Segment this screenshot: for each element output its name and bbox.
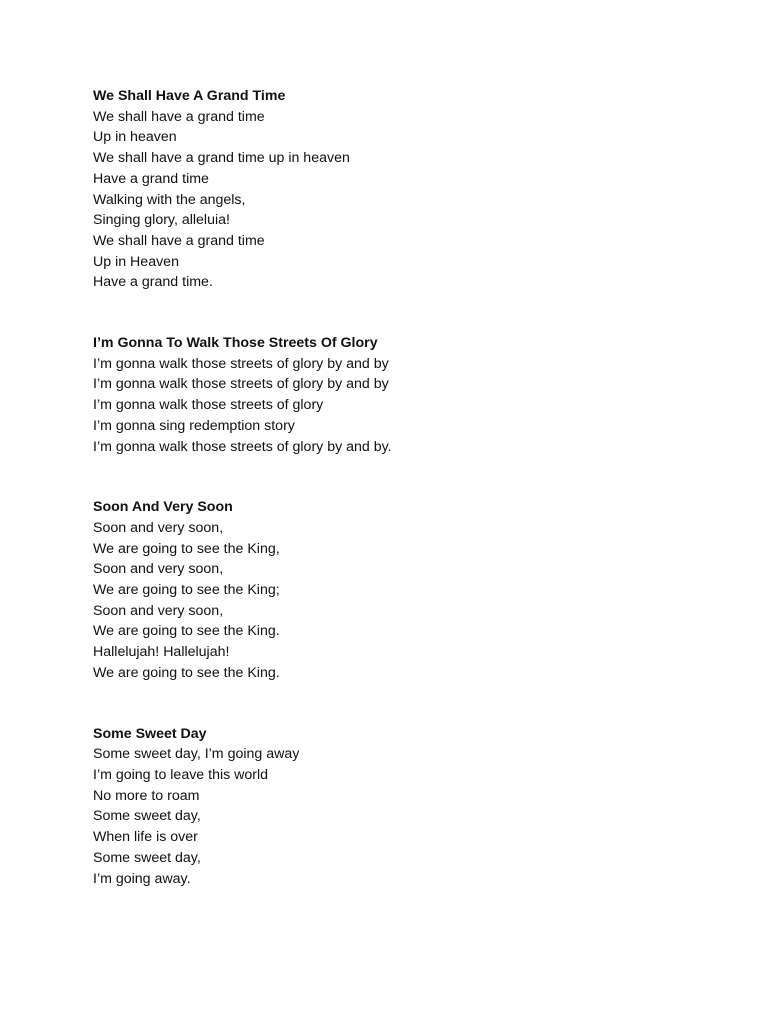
song-we-shall-have-a-grand-time	[93, 86, 713, 293]
lyric-line: Have a grand time	[93, 170, 209, 187]
lyric-line: Soon and very soon,	[93, 602, 224, 619]
song-some-sweet-day	[93, 724, 713, 890]
lyric-line: No more to roam	[93, 787, 200, 804]
lyric-line: I’m going away.	[93, 870, 191, 887]
lyric-line: We are going to see the King.	[93, 623, 280, 640]
lyric-line: Soon and very soon,	[93, 561, 224, 578]
song-streets-of-glory	[93, 333, 713, 457]
lyric-line: Walking with the angels,	[93, 191, 246, 208]
lyric-line: I’m going to leave this world	[93, 766, 269, 783]
lyric-line: I’m gonna sing redemption story	[93, 417, 295, 434]
lyric-line: Up in Heaven	[93, 253, 179, 270]
lyric-line: Some sweet day, I’m going away	[93, 746, 300, 763]
song-title: We Shall Have A Grand Time	[93, 88, 286, 104]
song-title: Some Sweet Day	[93, 725, 207, 742]
song-title: Soon And Very Soon	[93, 499, 233, 516]
song-title: I’m Gonna To Walk Those Streets Of Glory	[93, 335, 378, 352]
lyric-line: I’m gonna walk those streets of glory by and by	[93, 376, 389, 393]
lyric-line: I’m gonna walk those streets of glory	[93, 397, 324, 414]
lyric-line: Some sweet day,	[93, 808, 201, 825]
lyric-line: We shall have a grand time	[93, 232, 265, 249]
lyric-line: We shall have a grand time up in heaven	[93, 150, 350, 167]
lyric-line: Singing glory, alleluia!	[93, 212, 230, 229]
lyric-line: We shall have a grand time	[93, 108, 265, 125]
lyric-line: I’m gonna walk those streets of glory by and by	[93, 355, 389, 372]
lyric-line: When life is over	[93, 829, 198, 846]
lyric-line: We are going to see the King.	[93, 664, 280, 681]
lyric-line: We are going to see the King;	[93, 582, 280, 599]
lyric-line: Hallelujah! Hallelujah!	[93, 644, 230, 661]
lyrics-document	[93, 86, 713, 929]
lyric-line: I’m gonna walk those streets of glory by and by.	[93, 438, 392, 455]
lyric-line: Some sweet day,	[93, 849, 201, 866]
lyric-line: Soon and very soon,	[93, 519, 224, 536]
lyric-line: Have a grand time.	[93, 274, 213, 291]
song-soon-and-very-soon	[93, 497, 713, 683]
lyric-line: Up in heaven	[93, 129, 177, 146]
lyric-line: We are going to see the King,	[93, 540, 280, 557]
